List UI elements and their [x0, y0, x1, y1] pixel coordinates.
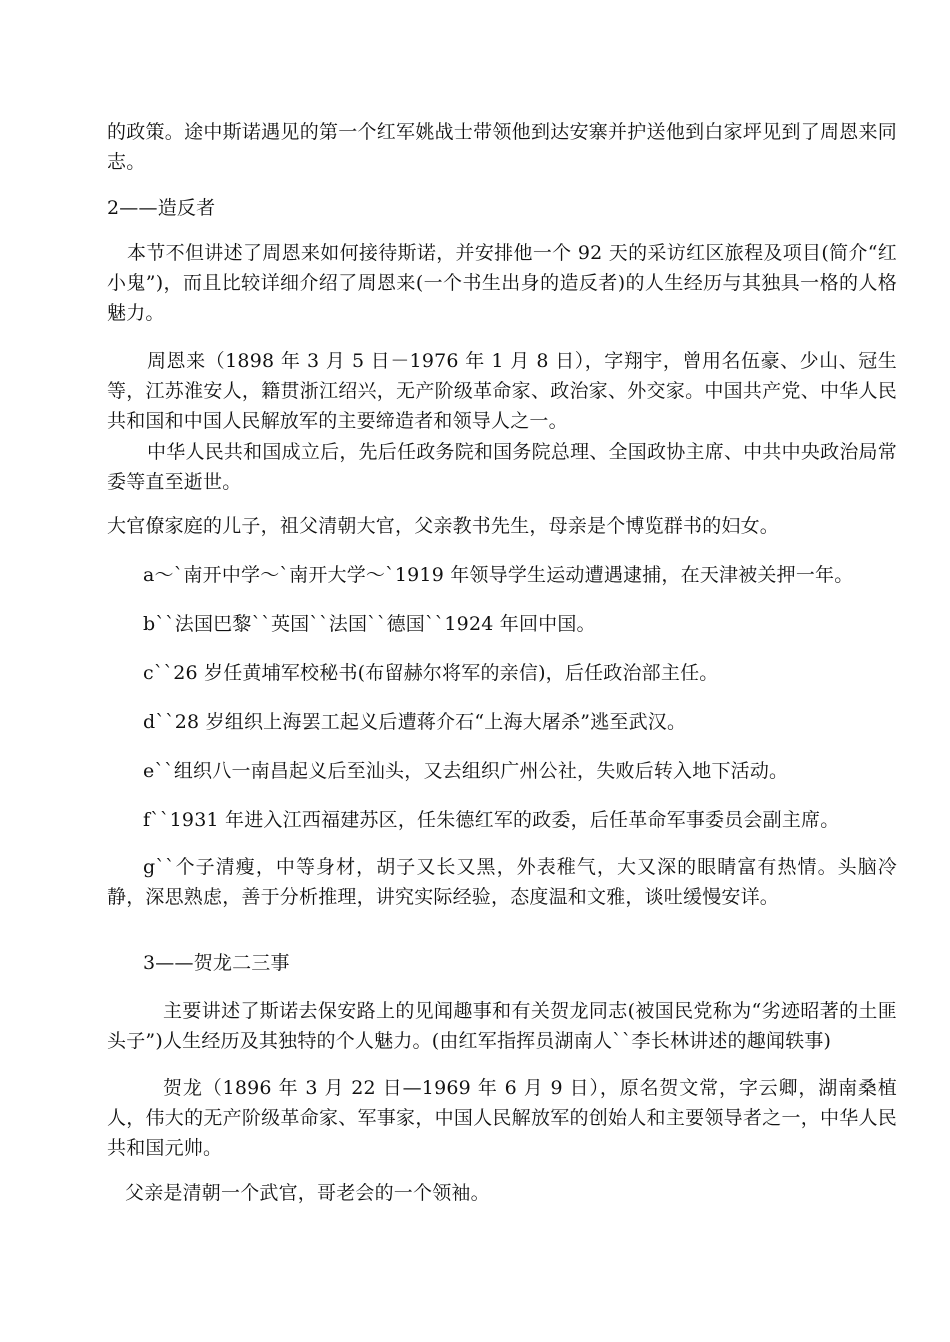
paragraph-section3-summary: 主要讲述了斯诺去保安路上的见闻趣事和有关贺龙同志(被国民党称为“劣迹昭著的土匪头子”)人生经历及其独特的个人魅力。(由红军指挥员湖南人``李长林讲述的趣闻轶事) [107, 1000, 897, 1052]
list-item-c: c``26 岁任黄埔军校秘书(布留赫尔将军的亲信)，后任政治部主任。 [143, 662, 719, 684]
list-item-a: a～`南开中学～`南开大学～`1919 年领导学生运动遭遇逮捕，在天津被关押一年。 [143, 564, 854, 586]
section-heading-2: 2——造反者 [107, 197, 216, 219]
paragraph-zhou-bio: 周恩来（1898 年 3 月 5 日－1976 年 1 月 8 日），字翔宇，曾用名伍豪、少山、冠生等，江苏淮安人，籍贯浙江绍兴，无产阶级革命家、政治家、外交家。中国共产党、中华人民共和国和中国人民解放军的主要缔造者和领导人之一。 [107, 350, 897, 432]
list-item-d: d``28 岁组织上海罢工起义后遭蒋介石“上海大屠杀”逃至武汉。 [143, 711, 687, 733]
paragraph-he-long-bio: 贺龙（1896 年 3 月 22 日—1969 年 6 月 9 日），原名贺文常，字云卿，湖南桑植人，伟大的无产阶级革命家、军事家，中国人民解放军的创始人和主要领导者之一，中华人民共和国元帅。 [107, 1077, 897, 1159]
list-item-f: f``1931 年进入江西福建苏区，任朱德红军的政委，后任革命军事委员会副主席。 [143, 809, 840, 831]
paragraph-section2-summary: 本节不但讲述了周恩来如何接待斯诺，并安排他一个 92 天的采访红区旅程及项目(简介“红小鬼”)，而且比较详细介绍了周恩来(一个书生出身的造反者)的人生经历与其独具一格的人格魅力。 [107, 242, 897, 324]
paragraph-zhou-family: 大官僚家庭的儿子，祖父清朝大官，父亲教书先生，母亲是个博览群书的妇女。 [107, 515, 780, 537]
list-item-e: e``组织八一南昌起义后至汕头，又去组织广州公社，失败后转入地下活动。 [143, 760, 789, 782]
paragraph-intro-continuation: 的政策。途中斯诺遇见的第一个红军姚战士带领他到达安寨并护送他到白家坪见到了周恩来同志。 [107, 121, 897, 173]
paragraph-zhou-posts: 中华人民共和国成立后，先后任政务院和国务院总理、全国政协主席、中共中央政治局常委等直至逝世。 [107, 441, 897, 493]
paragraph-he-long-family: 父亲是清朝一个武官，哥老会的一个领袖。 [125, 1182, 490, 1204]
list-item-b: b``法国巴黎``英国``法国``德国``1924 年回中国。 [143, 613, 596, 635]
section-heading-3: 3——贺龙二三事 [143, 952, 290, 974]
list-item-g: g``个子清瘦，中等身材，胡子又长又黑，外表稚气，大又深的眼睛富有热情。头脑冷静，深思熟虑，善于分析推理，讲究实际经验，态度温和文雅，谈吐缓慢安详。 [107, 856, 897, 908]
